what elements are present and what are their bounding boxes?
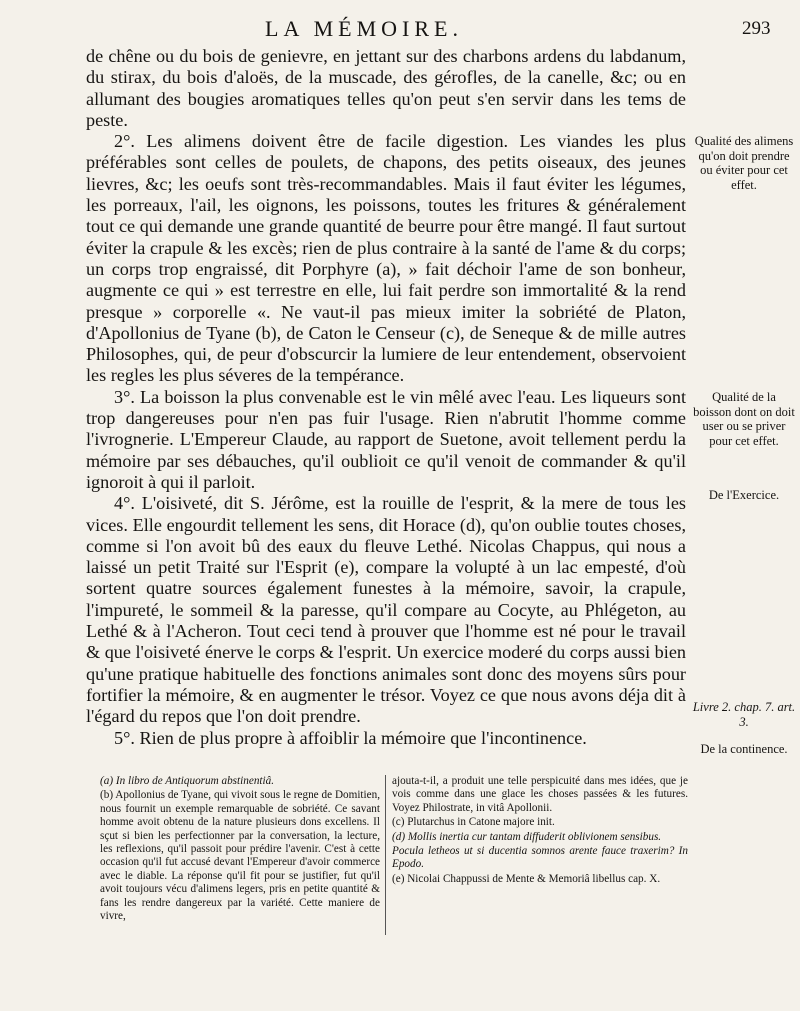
footnotes-left-column [100,775,380,924]
main-text [86,46,686,749]
paragraph-4: 4°. L'oisiveté, dit S. Jérôme, est la rouille de l'esprit, & la mere de tous les vices. Elle engourdit tellement les sens, dit Horace (d), qu'on oublie toutes choses, comme si l'on avoit bû des eaux du fleuve Lethé. Nicolas Chappus, qui nous a laissé un petit Traité sur l'Esprit (e), compare la volupté à un lac empesté, d'où sortent quatre sources également funestes à la mémoire, savoir, la crapule, l'impureté, le sommeil & la paresse, qu'il compare au Cocyte, au Phlégeton, au Lethé & à l'Acheron. Tout ceci tend à prouver que l'homme est né pour le travail & que l'oisiveté énerve le corps & l'esprit. Un exercice moderé du corps aussi bien qu'une pratique habituelle des fonctions animales sont donc des moyens sûrs pour fortifier la mémoire, & en augmenter le trésor. Voyez ce que nous avons déja dit à l'égard du repos que l'on doit prendre. [86,493,686,727]
margin-note-alimens: Qualité des alimens qu'on doit prendre ou éviter pour cet effet. [694,134,794,192]
footnote-d: (d) Mollis inertia cur tantam diffuderit oblivionem sensibus. [392,830,662,843]
footnote-divider [385,775,386,935]
paragraph-1: de chêne ou du bois de genievre, en jettant sur des charbons ardens du labdanum, du stirax, du bois d'aloës, de la muscade, des gérofles, de la canelle, &c; ou en allumant des bougies aromatiques telles qu'on peut s'en servir dans les tems de peste. [86,46,686,130]
margin-note-reference: Livre 2. chap. 7. art. 3. [692,700,796,729]
footnote-b-continued: ajouta-t-il, a produit une telle perspicuité dans mes idées, que je vois comme dans une glace les choses passées & les futures. Voyez Philostrate, in vitâ Apollonii. [392,775,688,814]
footnote-e: (e) Nicolai Chappussi de Mente & Memoriâ libellus cap. X. [392,872,661,885]
footnote-a: (a) In libro de Antiquorum abstinentiâ. [100,775,275,787]
paragraph-3: 3°. La boisson la plus convenable est le vin mêlé avec l'eau. Les liqueurs sont trop dangereuses pour n'en pas fuir l'usage. Rien n'abrutit l'homme comme l'ivrognerie. L'Empereur Claude, au rapport de Suetone, avoit tellement perdu la mémoire par ses débauches, qu'il oublioit ce qu'il venoit de commander & qu'il ignoroit à qui il parloit. [86,386,686,492]
page-number: 293 [742,18,771,39]
footnote-c: (c) Plutarchus in Catone majore init. [392,816,555,829]
paragraph-5: 5°. Rien de plus propre à affoiblir la mémoire que l'incontinence. [114,727,587,748]
footnotes [100,775,690,945]
footnote-b: (b) Apollonius de Tyane, qui vivoit sous le regne de Domitien, nous fournit un exemple remarquable de sobriété. Ce savant homme avoit obtenu de la nature plusieurs dons excellens. Il sçut si bien les perfectionner par la conversation, la lecture, les reflexions, qu'il passoit pour prédire l'avenir. C'est à cette occasion qu'il fut accusé devant l'Empereur d'avoir commerce avec le diable. La réponse qu'il fit pour se justifier, fut qu'il avoit toujours vécu d'alimens legers, pris en petite quantité & fans les rendre dangereux par la variété. Cette maniere de vivre, [100,789,380,923]
margin-note-continence: De la continence. [700,742,788,756]
page-header [0,14,800,42]
margin-note-exercice: De l'Exercice. [708,488,780,502]
footnotes-right-column [392,775,688,887]
paragraph-2: 2°. Les alimens doivent être de facile digestion. Les viandes les plus préférables sont celles de poulets, de chapons, des petits oiseaux, des jeunes lievres, &c; les oeufs sont très-recommandables. Mais il faut éviter les légumes, les porreaux, l'ail, les oignons, les poissons, toutes les fritures & généralement tout ce qui demande une grande quantité de beurre pour être mangé. Il faut surtout éviter la crapule & les excès; rien de plus contraire à la santé de l'ame & du corps; un corps trop engraissé, dit Porphyre (a), » fait déchoir l'ame de son bonheur, augmente ce qui » est terrestre en elle, lui fait perdre son immortalité & la rend presque » corporelle «. Ne vaut-il pas mieux imiter la sobriété de Platon, d'Apollonius de Tyane (b), de Caton le Censeur (c), de Seneque & de mille autres Philosophes, qui, de peur d'obscurcir la lumiere de leur entendement, observoient les regles les plus séveres de la tempérance. [86,131,686,386]
margin-note-boisson: Qualité de la boisson dont on doit user ou se priver pour cet effet. [693,390,795,448]
footnote-d-verse: Pocula letheos ut si ducentia somnos arente fauce traxerim? In Epodo. [392,845,688,871]
running-title: LA MÉMOIRE. [265,16,463,41]
